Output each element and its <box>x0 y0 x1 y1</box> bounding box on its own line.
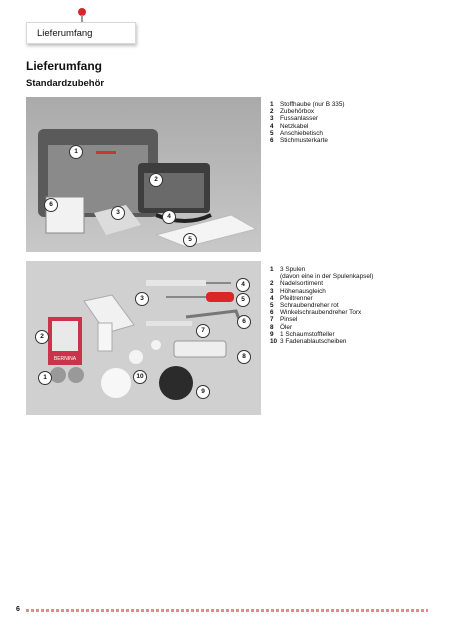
callout-2: 2 <box>149 173 163 187</box>
legend-row <box>270 101 345 108</box>
legend-text: Pfeiltrenner <box>280 294 313 302</box>
legend-number: 5 <box>270 129 274 137</box>
screwdriver-red <box>206 292 234 302</box>
height-compensation-tool-arm <box>98 323 112 351</box>
legend-text: Anschiebetisch <box>280 129 323 137</box>
legend-row <box>270 302 373 309</box>
photo-1-illustration <box>26 97 261 252</box>
spool-disc <box>101 368 131 398</box>
legend-row <box>270 137 345 144</box>
needle-pack-window <box>52 321 78 351</box>
callout-3: 3 <box>135 292 149 306</box>
legend-number: 7 <box>270 316 274 324</box>
legend-number: 9 <box>270 330 274 338</box>
section-subtitle: Standardzubehör <box>26 78 105 89</box>
legend-text: Fussanlasser <box>280 115 319 123</box>
callout-1: 1 <box>69 145 83 159</box>
legend-row <box>270 309 373 316</box>
photo-2-illustration <box>26 261 261 415</box>
legend-row <box>270 338 373 345</box>
legend-row <box>270 316 373 323</box>
callout-8: 8 <box>237 350 251 364</box>
page-number: 6 <box>16 606 20 613</box>
legend-list-2 <box>270 266 373 345</box>
spool-disc <box>151 340 161 350</box>
bag-logo <box>96 151 116 154</box>
legend-text: 3 Fadenablautscheiben <box>280 338 347 346</box>
legend-number: 1 <box>270 101 274 108</box>
bobbin <box>68 367 84 383</box>
spool-disc <box>129 350 143 364</box>
legend-number: 4 <box>270 122 274 130</box>
callout-3: 3 <box>111 206 125 220</box>
legend-list-1 <box>270 101 345 144</box>
legend-number: 2 <box>270 280 274 288</box>
legend-row <box>270 108 345 115</box>
footer-dotted-line <box>26 609 428 612</box>
legend-number: 8 <box>270 323 274 331</box>
legend-text: Netzkabel <box>280 122 309 130</box>
legend-text: Stichmusterkarte <box>280 137 328 145</box>
legend-row <box>270 123 345 130</box>
legend-row <box>270 331 373 338</box>
legend-row <box>270 280 373 287</box>
legend-number: 3 <box>270 115 274 123</box>
legend-text: Pinsel <box>280 316 298 324</box>
legend-number: 3 <box>270 287 274 295</box>
page-title: Lieferumfang <box>26 59 103 73</box>
callout-5: 5 <box>183 233 197 247</box>
callout-2: 2 <box>35 330 49 344</box>
legend-text: Winkelschraubendreher Torx <box>280 309 362 317</box>
legend-number: 1 <box>270 266 274 273</box>
callout-1: 1 <box>38 371 52 385</box>
legend-number: 10 <box>270 338 278 346</box>
brush <box>146 321 192 326</box>
callout-10: 10 <box>133 370 147 384</box>
foam-disc <box>159 366 193 400</box>
oiler <box>174 341 226 357</box>
legend-text: Öler <box>280 323 293 331</box>
legend-text: (davon eine in der Spulenkapsel) <box>280 273 374 281</box>
callout-6: 6 <box>237 315 251 329</box>
legend-number: 5 <box>270 302 274 310</box>
legend-text: 3 Spulen <box>280 266 306 273</box>
legend-text: Zubehörbox <box>280 108 315 116</box>
torx-screwdriver <box>186 311 242 327</box>
legend-row <box>270 288 373 295</box>
callout-6: 6 <box>44 198 58 212</box>
legend-number: 6 <box>270 137 274 145</box>
legend-text: Höhenausgleich <box>280 287 326 295</box>
legend-text: Schraubendreher rot <box>280 302 339 310</box>
legend-row <box>270 324 373 331</box>
callout-4: 4 <box>236 278 250 292</box>
legend-row <box>270 130 345 137</box>
accessories-photo-2 <box>26 261 261 415</box>
legend-row <box>270 266 373 273</box>
legend-text: Nadelsortiment <box>280 280 323 288</box>
callout-5: 5 <box>236 293 250 307</box>
legend-number: 2 <box>270 108 274 116</box>
bobbin <box>50 367 66 383</box>
callout-7: 7 <box>196 324 210 338</box>
legend-text: Stoffhaube (nur B 335) <box>280 101 345 108</box>
legend-text: 1 Schaumstoffteller <box>280 330 335 338</box>
legend-number: 6 <box>270 309 274 317</box>
legend-row <box>270 295 373 302</box>
needle-pack-brand: BERNINA <box>53 356 77 362</box>
legend-number: 4 <box>270 294 274 302</box>
legend-row <box>270 273 373 280</box>
section-tab[interactable]: Lieferumfang <box>26 22 136 44</box>
legend-row <box>270 115 345 122</box>
callout-4: 4 <box>162 210 176 224</box>
legend-number <box>270 273 280 280</box>
callout-9: 9 <box>196 385 210 399</box>
accessories-photo-1 <box>26 97 261 252</box>
